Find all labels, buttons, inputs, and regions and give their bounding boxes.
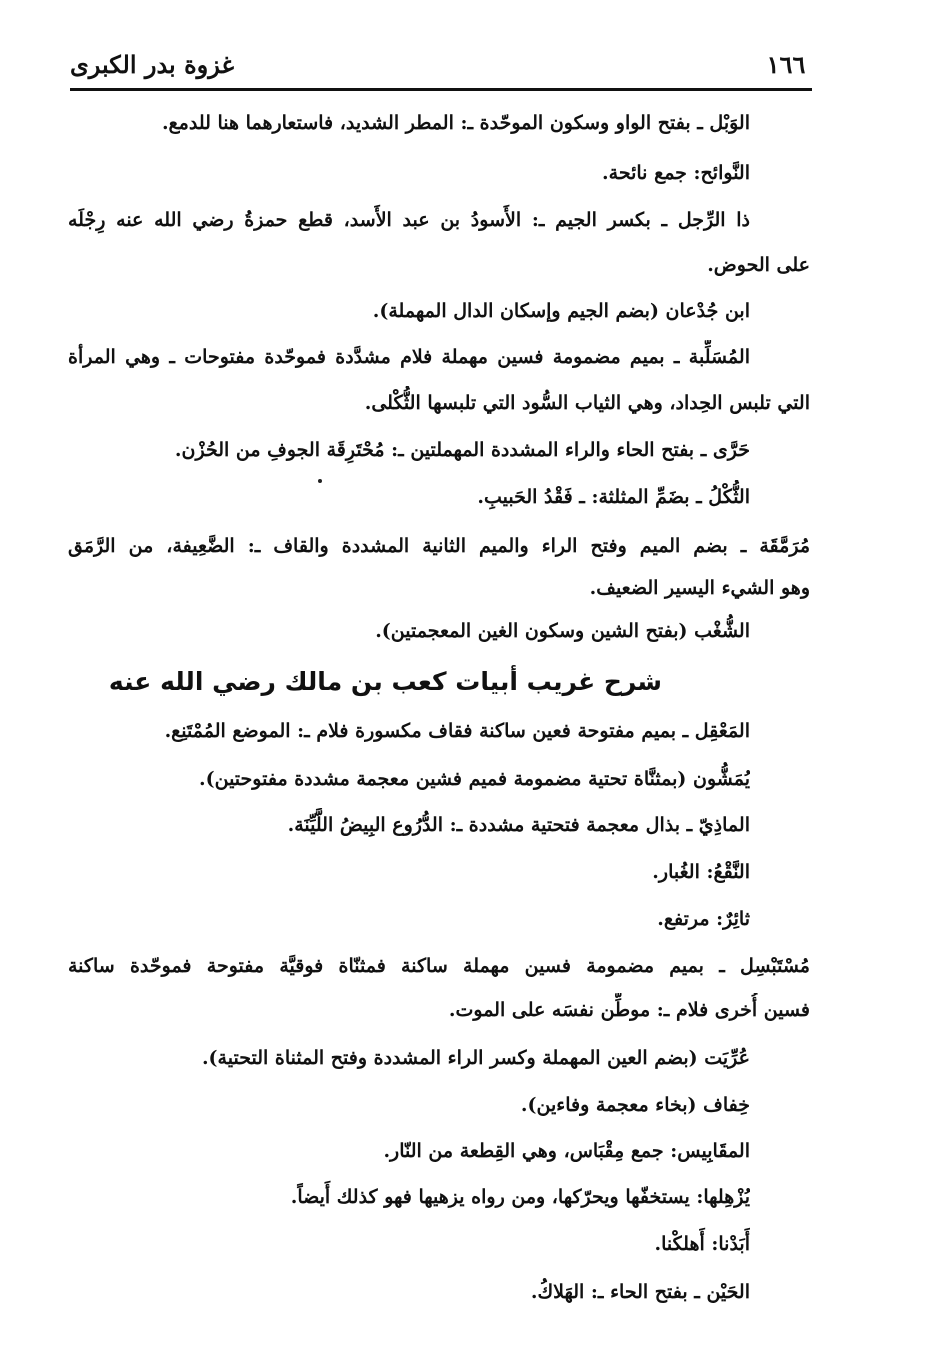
gloss-line-continued: على الحوض. <box>707 254 810 276</box>
gloss-line: المَعْقِل ـ بميم مفتوحة فعين ساكنة فقاف مكسورة فلام ـ: الموضع المُمْتَنِع. <box>164 720 750 742</box>
gloss-line-continued: التي تلبس الحِداد، وهي الثياب السُّود التي تلبسها الثُّكْلى. <box>364 392 810 414</box>
gloss-line: يُزْهِلها: يستخفّها ويحرّكها، ومن رواه يزهيها فهو كذلك أَيضاً. <box>290 1186 750 1208</box>
gloss-line-continued: وهو الشيء اليسير الضعيف. <box>589 577 810 599</box>
gloss-line: النَّقْعُ: الغُبار. <box>652 861 750 883</box>
gloss-line: مُرَمَّقَة ـ بضم الميم وفتح الراء والميم الثانية المشددة والقاف ـ: الضَّعِيفة، من الرَّمَق <box>68 535 810 557</box>
gloss-line: خِفاف (بخاء معجمة وفاءين). <box>520 1094 750 1116</box>
running-title: غزوة بدر الكبرى <box>70 50 235 79</box>
gloss-line: المُسَلِّبة ـ بميم مضمومة فسين مهملة فلام مشدَّدة فموحّدة مفتوحات ـ وهي المرأة <box>68 346 750 368</box>
gloss-line: حَرَّى ـ بفتح الحاء والراء المشددة المهملتين ـ: مُحْتَرِقَة الجوفِ من الحُزْن. <box>174 439 750 461</box>
print-speck <box>318 479 322 483</box>
page-number: ١٦٦ <box>766 50 806 79</box>
gloss-line: عُرِّيَت (بضم العين المهملة وكسر الراء المشددة وفتح المثناة التحتية). <box>201 1047 750 1069</box>
header-rule <box>70 88 812 91</box>
gloss-line: الشُّغْب (بفتح الشين وسكون الغين المعجمتين). <box>375 620 750 642</box>
gloss-line: الماذِيّ ـ بذال معجمة فتحتية مشددة ـ: الدُّرُوع البِيضُ اللَّيِّنَة. <box>287 814 750 836</box>
gloss-line: ذا الرِّجل ـ بكسر الجيم ـ: الأَسودُ بن عبد الأَسد، قطع حمزةُ رضي الله عنه رِجْلَه <box>68 209 750 231</box>
gloss-line: الوَبْل ـ بفتح الواو وسكون الموحّدة ـ: المطر الشديد، فاستعارهما هنا للدمع. <box>161 112 750 134</box>
gloss-line: ابن جُدْعان (بضم الجيم وإسكان الدال المهملة). <box>372 300 750 322</box>
gloss-line: النَّوائح: جمع نائحة. <box>602 162 750 184</box>
gloss-line: المقَابِيس: جمع مِقْبَاس، وهي القِطعة من النّار. <box>383 1140 750 1162</box>
gloss-line-continued: فسين أُخرى فلام ـ: موطِّن نفسَه على الموت. <box>448 999 810 1021</box>
gloss-line: مُسْتَبْسِل ـ بميم مضمومة فسين مهملة ساكنة فمثنّاة فوقيَّة مفتوحة فموحّدة ساكنة <box>68 955 810 977</box>
gloss-line: ثائِرٌ: مرتفع. <box>657 908 750 930</box>
gloss-line: يُمَشُّون (بمثنَّاة تحتية مضمومة فميم فشين معجمة مشددة مفتوحتين). <box>199 768 750 790</box>
gloss-line: الحَيْن ـ بفتح الحاء ـ: الهَلاكُ. <box>530 1281 750 1303</box>
gloss-line: أَبَدْنا: أَهلكْنا. <box>654 1233 750 1255</box>
gloss-line: الثُّكْلُ ـ بضَمِّ المثلثة: ـ فَقْدُ الحَبيبِ. <box>477 486 750 508</box>
section-heading: شرح غريب أبيات كعب بن مالك رضي الله عنه <box>108 667 662 696</box>
